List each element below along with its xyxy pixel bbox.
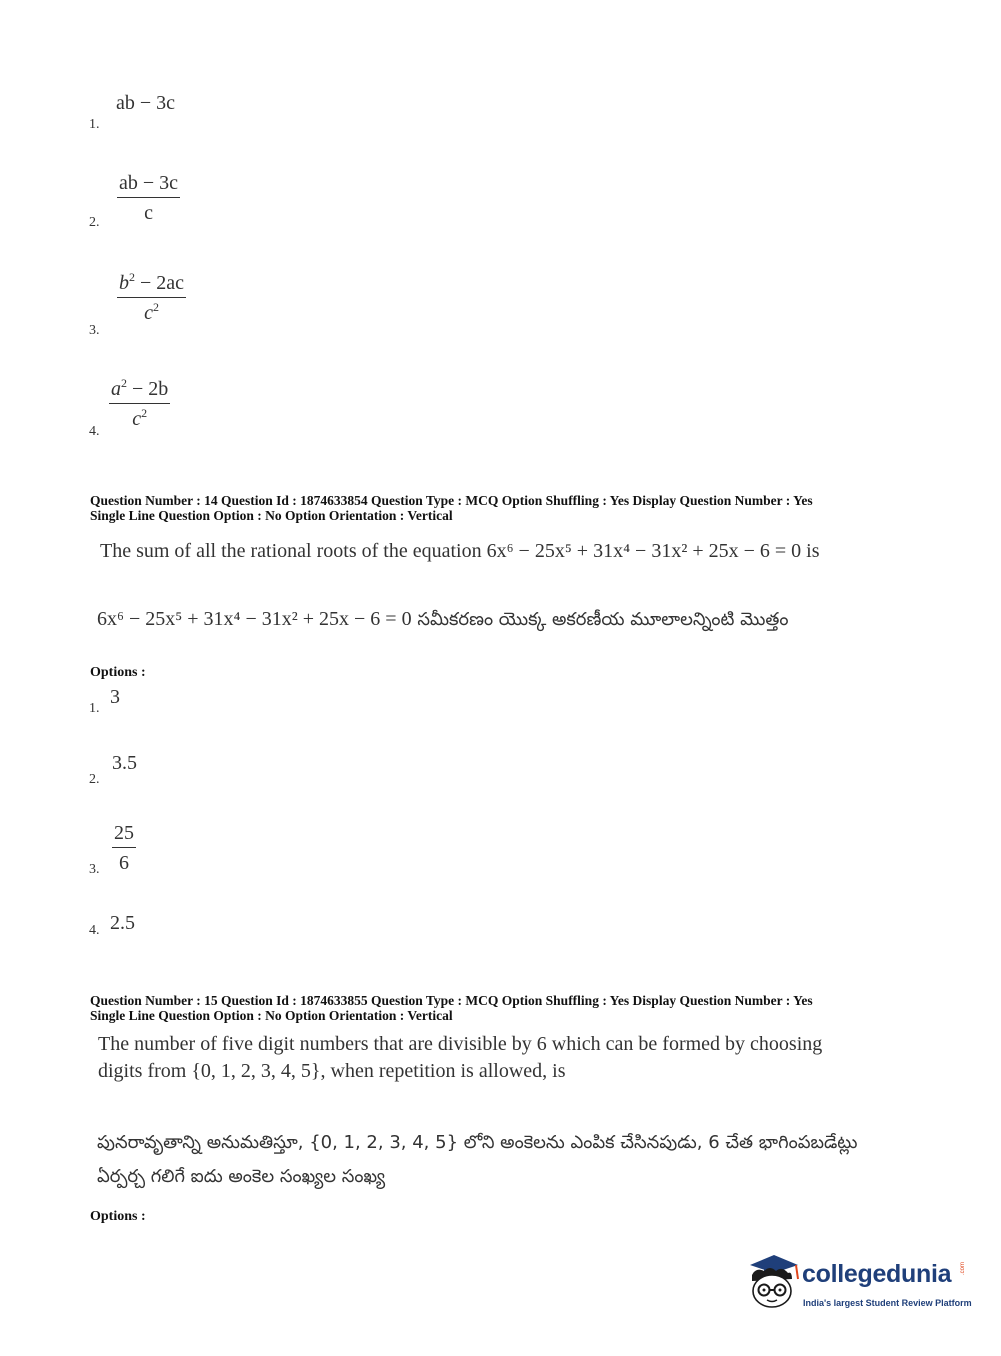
q15-question-line-1: The number of five digit numbers that are divisible by 6 which can be formed by choosing bbox=[98, 1033, 823, 1055]
q15-question-telugu bbox=[97, 1126, 857, 1194]
q14-option-4-number: 4. bbox=[89, 923, 100, 938]
logo-wordmark: collegedunia bbox=[802, 1260, 952, 1288]
q13-option-4-number: 4. bbox=[89, 424, 100, 439]
q15-meta-line-1: Question Number : 15 Question Id : 1874633855 Question Type : MCQ Option Shuffling : Yes Display Question Number : Yes bbox=[90, 993, 813, 1008]
logo-com: .com bbox=[960, 1261, 966, 1275]
q13-option-2-fraction bbox=[117, 172, 180, 225]
collegedunia-logo bbox=[742, 1245, 972, 1315]
q14-telugu-text: సమీకరణం యొక్క అకరణీయ మూలాలన్నింటి మొత్తం bbox=[417, 609, 789, 630]
q15-meta-line-2: Single Line Question Option : No Option Orientation : Vertical bbox=[90, 1008, 453, 1023]
q13-option-4-fraction bbox=[109, 378, 170, 431]
q14-option-2-value: 3.5 bbox=[112, 752, 137, 774]
q15-question-english bbox=[98, 1031, 822, 1085]
q13-option-4-numerator: $a^2 - 2b$ bbox=[109, 378, 170, 404]
q15-telugu-line-2: ఏర్పర్చ గలిగే ఐదు అంకెల సంఖ్యల సంఖ్య bbox=[97, 1166, 386, 1187]
q14-options-label: Options : bbox=[90, 665, 146, 680]
q13-option-3-number: 3. bbox=[89, 323, 100, 338]
q14-meta bbox=[90, 493, 813, 523]
q15-question-line-2: digits from {0, 1, 2, 3, 4, 5}, when repetition is allowed, is bbox=[98, 1060, 566, 1082]
q13-option-3-fraction bbox=[117, 272, 186, 325]
q14-question-telugu bbox=[97, 608, 789, 634]
q14-meta-line-2: Single Line Question Option : No Option Orientation : Vertical bbox=[90, 508, 453, 523]
q14-option-3-numerator: 25 bbox=[112, 822, 136, 848]
q13-option-2-number: 2. bbox=[89, 215, 100, 230]
q15-telugu-line-1: పునరావృతాన్ని అనుమతిస్తూ, {0, 1, 2, 3, 4, 5} లోని అంకెలను ఎంపిక చేసినపుడు, 6 చేత భాగింపబడేట్లు bbox=[97, 1132, 858, 1153]
mascot-icon bbox=[742, 1249, 802, 1311]
logo-tagline: India's largest Student Review Platform bbox=[803, 1298, 972, 1308]
q14-equation-repeat: 6x⁶ − 25x⁵ + 31x⁴ − 31x² + 25x − 6 = 0 bbox=[97, 608, 412, 630]
q13-option-1-number: 1. bbox=[89, 117, 100, 132]
q13-option-2-numerator: ab − 3c bbox=[117, 172, 180, 198]
q13-option-4-denominator: $c^2$ bbox=[132, 406, 148, 430]
q14-option-3-number: 3. bbox=[89, 862, 100, 877]
q13-option-2-denominator: c bbox=[144, 202, 153, 224]
q15-options-label: Options : bbox=[90, 1209, 146, 1224]
q14-option-1-value: 3 bbox=[110, 686, 120, 708]
q14-option-1-number: 1. bbox=[89, 701, 100, 716]
q14-option-2-number: 2. bbox=[89, 772, 100, 787]
q13-option-1-value: ab − 3c bbox=[116, 92, 176, 114]
q14-option-3-denominator: 6 bbox=[119, 852, 129, 874]
q14-option-3-fraction bbox=[112, 822, 136, 875]
q13-option-3-denominator: $c^2$ bbox=[144, 300, 159, 324]
q15-meta bbox=[90, 993, 813, 1023]
q13-option-3-numerator: $b^2 - 2ac$ bbox=[117, 272, 186, 298]
q14-meta-line-1: Question Number : 14 Question Id : 1874633854 Question Type : MCQ Option Shuffling : Yes Display Question Number : Yes bbox=[90, 493, 813, 508]
q14-equation: 6x⁶ − 25x⁵ + 31x⁴ − 31x² + 25x − 6 = 0 bbox=[486, 540, 802, 562]
q14-option-4-value: 2.5 bbox=[110, 912, 135, 934]
q14-question-english: The sum of all the rational roots of the equation 6x⁶ − 25x⁵ + 31x⁴ − 31x² + 25x − 6 = 0 is bbox=[100, 540, 820, 562]
